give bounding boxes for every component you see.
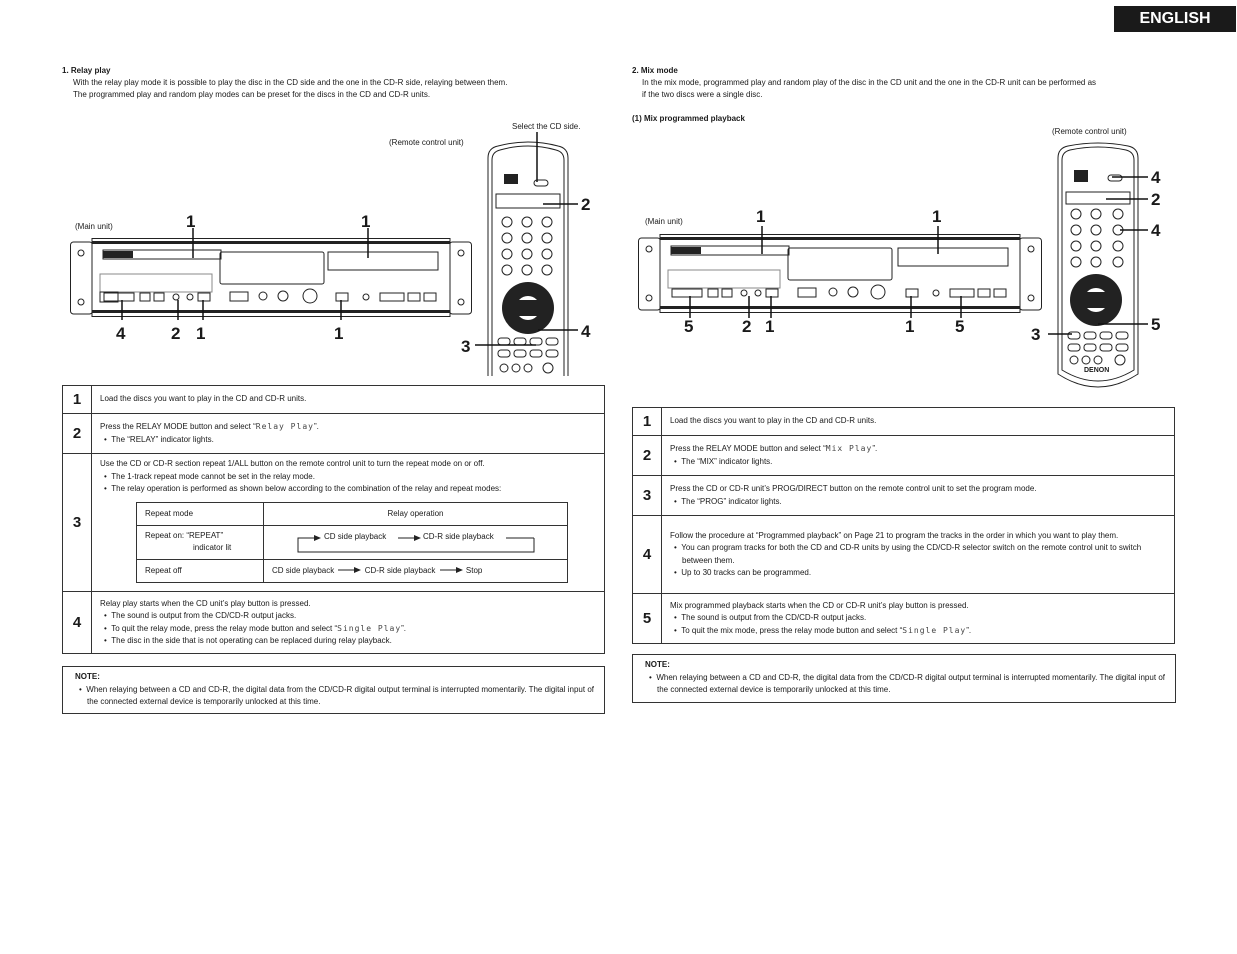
callout-3-remote: 3 bbox=[461, 337, 471, 356]
callout-1-top-a: 1 bbox=[756, 207, 766, 226]
relay-steps-table bbox=[62, 385, 605, 654]
callout-4-remote-b: 4 bbox=[1151, 221, 1161, 240]
note-title: NOTE: bbox=[75, 672, 100, 681]
step-text: Press the RELAY MODE button and select “Mix Play”. • The “MIX” indicator lights. bbox=[662, 436, 1175, 476]
note-title: NOTE: bbox=[645, 660, 670, 669]
bullet: • The “RELAY” indicator lights. bbox=[104, 434, 214, 444]
bullet: • The relay operation is performed as shown below according to the combination of the relay and repeat modes: bbox=[104, 484, 502, 494]
note-text: • When relaying between a CD and CD-R, the digital data from the CD/CD-R digital output terminal is interrupted momentarily. The digital input of the connected external device is temporarily unlocked at this time. bbox=[649, 672, 1166, 694]
bullet: • To quit the mix mode, press the relay mode button and select “Single Play”. bbox=[674, 625, 972, 635]
bullet: • To quit the relay mode, press the relay mode button and select “Single Play”. bbox=[104, 623, 407, 633]
denon-logo: DENON bbox=[1084, 367, 1110, 374]
remote-control-label: (Remote control unit) bbox=[389, 138, 464, 147]
callout-2-remote: 2 bbox=[581, 195, 591, 214]
language-tab: ENGLISH bbox=[1114, 6, 1236, 32]
callout-3-remote: 3 bbox=[1031, 325, 1041, 344]
step-text: Relay play starts when the CD unit’s play button is pressed. • The sound is output from the CD/CD-R output jacks. • To quit the relay mode, press the relay mode button and select “Single Play”. • The disc in the side that is not operating can be replaced during relay playback. bbox=[92, 592, 605, 654]
step-text-a: Press the RELAY MODE button and select “ bbox=[100, 422, 256, 431]
repeat-on-cell: Repeat on: “REPEAT” indicator lit bbox=[137, 525, 264, 559]
subheading-mix-programmed: (1) Mix programmed playback bbox=[632, 114, 745, 123]
note-text: • When relaying between a CD and CD-R, the digital data from the CD/CD-R digital output terminal is interrupted momentarily. The digital input of the connected external device is temporarily unlocked at this time. bbox=[79, 684, 595, 706]
step-number: 2 bbox=[63, 414, 92, 454]
step-number: 3 bbox=[63, 454, 92, 592]
arrow bbox=[336, 566, 362, 574]
bullet: • Up to 30 tracks can be programmed. bbox=[674, 568, 812, 577]
bullet: • You can program tracks for both the CD and CD-R units by using the CD/CD-R selector switch on the remote control unit to switch between them. bbox=[674, 543, 1142, 565]
step-row-4 bbox=[633, 516, 1175, 594]
step-row-1 bbox=[633, 408, 1175, 436]
callout-4-bottom: 4 bbox=[116, 324, 126, 343]
repeat-off-cell: Repeat off bbox=[137, 559, 264, 582]
mix-intro-line-2: if the two discs were a single disc. bbox=[642, 90, 763, 99]
step-text: Load the discs you want to play in the CD and CD-R units. bbox=[92, 386, 605, 414]
bullet: • The “PROG” indicator lights. bbox=[674, 496, 782, 506]
step-number: 3 bbox=[633, 476, 662, 516]
header-repeat-mode: Repeat mode bbox=[137, 502, 264, 525]
callout-5-bottom-a: 5 bbox=[684, 317, 694, 336]
section-heading-relay-play: 1. Relay play bbox=[62, 66, 111, 75]
repeat-off-operation: CD side playback CD-R side playback Stop bbox=[264, 559, 568, 582]
mix-intro-line-1: In the mix mode, programmed play and random play of the disc in the CD unit and the one in the CD-R unit can be performed as bbox=[642, 78, 1097, 87]
bullet: • The sound is output from the CD/CD-R output jacks. bbox=[674, 613, 867, 623]
mix-steps-table bbox=[632, 407, 1175, 644]
relay-intro-line-2: The programmed play and random play modes can be preset for the discs in the CD and CD-R units. bbox=[73, 90, 431, 99]
step-text-b: ”. bbox=[313, 422, 319, 431]
remote-control-label: (Remote control unit) bbox=[1052, 127, 1127, 136]
callout-4-remote-a: 4 bbox=[1151, 168, 1161, 187]
step-row-3 bbox=[63, 454, 605, 592]
callout-1-top-b: 1 bbox=[361, 212, 371, 231]
step-text bbox=[92, 454, 605, 592]
step-row-1 bbox=[63, 386, 605, 414]
repeat-on-operation: CD side playback CD-R side playback bbox=[264, 525, 568, 559]
step-number: 5 bbox=[633, 594, 662, 644]
bullet: • The sound is output from the CD/CD-R output jacks. bbox=[104, 611, 297, 620]
callout-1-bottom-b: 1 bbox=[905, 317, 915, 336]
relay-intro-line-1: With the relay play mode it is possible to play the disc in the CD side and the one in the CD-R side, relaying between them. bbox=[73, 78, 508, 87]
step-row-5 bbox=[633, 594, 1175, 644]
step-number: 2 bbox=[633, 436, 662, 476]
callout-1-bottom-a: 1 bbox=[196, 324, 206, 343]
step-text: Mix programmed playback starts when the CD or CD-R unit’s play button is pressed. • The sound is output from the CD/CD-R output jacks. • To quit the mix mode, press the relay mode button and select “Single Play”. bbox=[662, 594, 1175, 644]
lcd-text: Mix Play bbox=[825, 444, 873, 453]
callout-2-bottom: 2 bbox=[171, 324, 181, 343]
callout-lines-left bbox=[0, 0, 620, 380]
lcd-text: Relay Play bbox=[255, 422, 314, 431]
step-number: 4 bbox=[633, 516, 662, 594]
arrow bbox=[438, 566, 464, 574]
step-text: Press the CD or CD-R unit’s PROG/DIRECT button on the remote control unit to set the program mode. • The “PROG” indicator lights. bbox=[662, 476, 1175, 516]
callout-1-top-b: 1 bbox=[932, 207, 942, 226]
step-number: 1 bbox=[63, 386, 92, 414]
step-row-3 bbox=[633, 476, 1175, 516]
step-text-main: Use the CD or CD-R section repeat 1/ALL button on the remote control unit to turn the repeat mode on or off. bbox=[100, 459, 485, 469]
callout-1-bottom-b: 1 bbox=[334, 324, 344, 343]
step-text: Load the discs you want to play in the CD and CD-R units. bbox=[662, 408, 1175, 436]
mix-note-box bbox=[632, 654, 1176, 703]
bullet: • The 1-track repeat mode cannot be set in the relay mode. bbox=[104, 471, 315, 481]
step-number: 4 bbox=[63, 592, 92, 654]
step-number: 1 bbox=[633, 408, 662, 436]
callout-2-bottom: 2 bbox=[742, 317, 752, 336]
step-text bbox=[92, 414, 605, 454]
step-row-4 bbox=[63, 592, 605, 654]
callout-lines-right bbox=[620, 0, 1237, 400]
section-heading-mix-mode: 2. Mix mode bbox=[632, 66, 678, 75]
callout-5-bottom-b: 5 bbox=[955, 317, 965, 336]
main-unit-label: (Main unit) bbox=[645, 217, 683, 226]
main-unit-label: (Main unit) bbox=[75, 222, 113, 231]
step-row-2 bbox=[633, 436, 1175, 476]
callout-2-remote: 2 bbox=[1151, 190, 1161, 209]
bullet: • The disc in the side that is not operating can be replaced during relay playback. bbox=[104, 636, 392, 645]
relay-repeat-table bbox=[136, 502, 568, 583]
callout-1-top-a: 1 bbox=[186, 212, 196, 231]
relay-note-box bbox=[62, 666, 605, 714]
callout-5-remote: 5 bbox=[1151, 315, 1161, 334]
select-cd-side-label: Select the CD side. bbox=[512, 122, 581, 131]
step-row-2 bbox=[63, 414, 605, 454]
callout-4-remote: 4 bbox=[581, 322, 591, 341]
step-text: Follow the procedure at “Programmed playback” on Page 21 to program the tracks in the order in which you want to play them. • You can program tracks for both the CD and CD-R units by using the CD/CD-R selector switch on the remote control unit to switch between them. • Up to 30 tracks can be programmed. bbox=[662, 516, 1175, 594]
callout-1-bottom-a: 1 bbox=[765, 317, 775, 336]
bullet: • The “MIX” indicator lights. bbox=[674, 456, 773, 466]
header-relay-operation: Relay operation bbox=[264, 502, 568, 525]
